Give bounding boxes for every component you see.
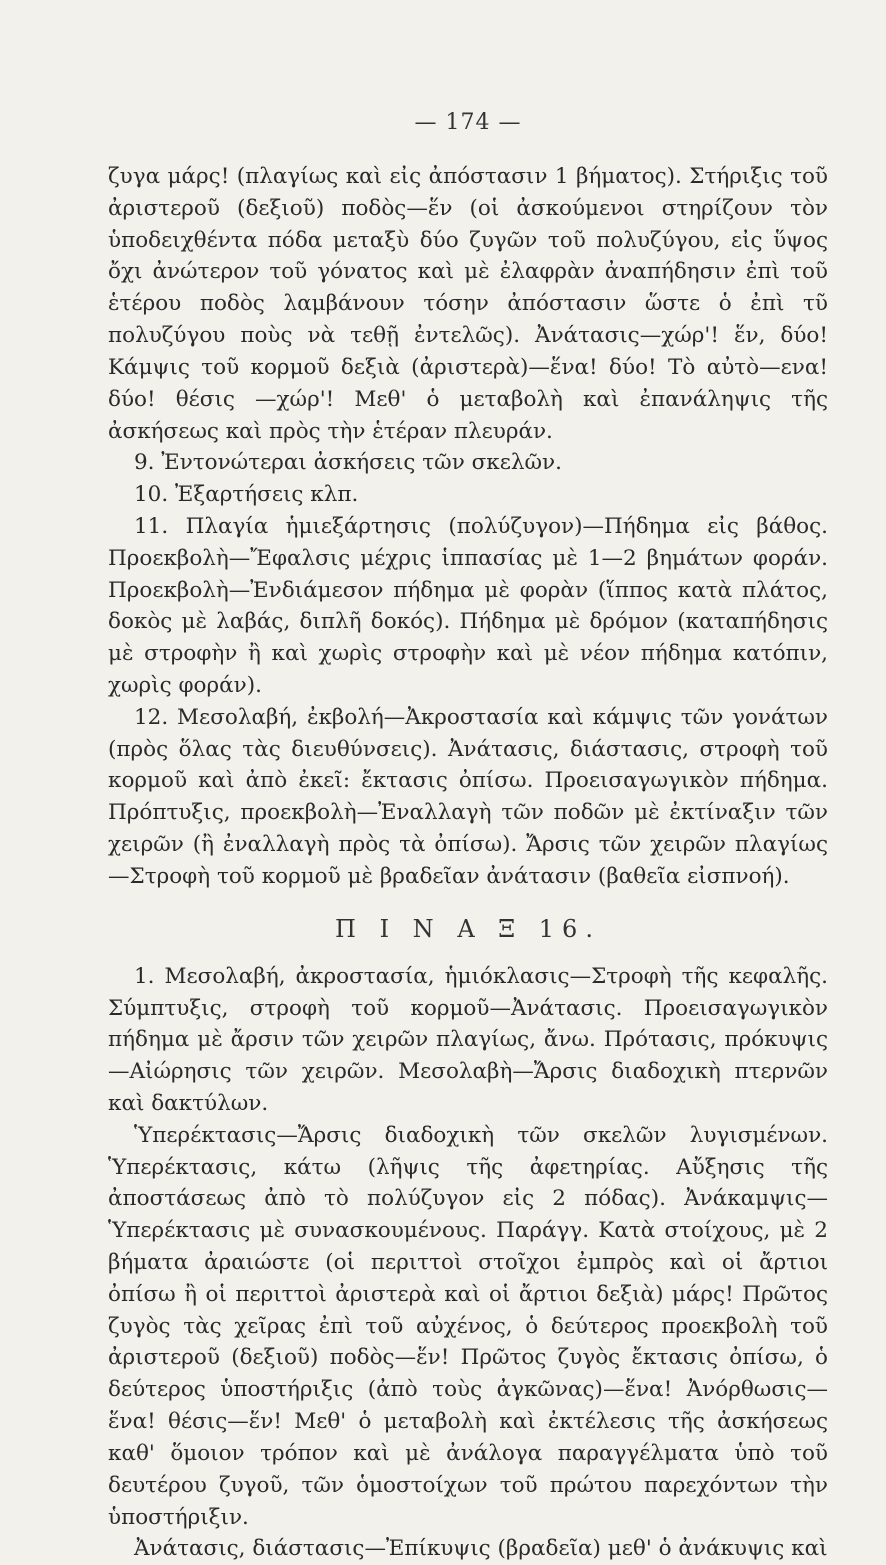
plate-title: Π Ι Ν Α Ξ 16. bbox=[335, 914, 601, 943]
text-block-top bbox=[108, 161, 828, 893]
paragraph: 12. Μεσολαβή, ἐκβολή—Ἀκροστασία καὶ κάμψις τῶν γονάτων (πρὸς ὅλας τὰς διευθύνσεις). Ἀνάτασις, διάστασις, στροφὴ τοῦ κορμοῦ καὶ ἀπὸ ἐκεῖ: ἔκτασις ὀπίσω. Προεισαγωγικὸν πήδημα. Πρόπτυξις, προεκβολὴ—Ἐναλλαγὴ τῶν ποδῶν μὲ ἐκτίναξιν τῶν χειρῶν (ἢ ἐναλλαγὴ πρὸς τὰ ὀπίσω). Ἄρσις τῶν χειρῶν πλαγίως—Στροφὴ τοῦ κορμοῦ μὲ βραδεῖαν ἀνάτασιν (βαθεῖα εἰσπνοή). bbox=[108, 704, 828, 889]
paragraph: Ὑπερέκτασις—Ἄρσις διαδοχικὴ τῶν σκελῶν λυγισμένων. Ὑπερέκτασις, κάτω (λῆψις τῆς ἀφετηρίας. Αὔξησις τῆς ἀποστάσεως ἀπὸ τὸ πολύζυγον εἰς 2 πόδας). Ἀνάκαμψις—Ὑπερέκτασις μὲ συνασκουμένους. Παράγγ. Κατὰ στοίχους, μὲ 2 βήματα ἀραιώστε (οἱ περιττοὶ στοῖχοι ἐμπρὸς καὶ οἱ ἄρτιοι ὀπίσω ἢ οἱ περιττοὶ ἀριστερὰ καὶ οἱ ἄρτιοι δεξιὰ) μάρς! Πρῶτος ζυγὸς τὰς χεῖρας ἐπὶ τοῦ αὐχένος, ὁ δεύτερος προεκβολὴ τοῦ ἀριστεροῦ (δεξιοῦ) ποδὸς—ἕν! Πρῶτος ζυγὸς ἔκτασις ὀπίσω, ὁ δεύτερος ὑποστήριξις (ἀπὸ τοὺς ἀγκῶνας)—ἕνα! Ἀνόρθωσις—ἕνα! θέσις—ἕν! Μεθ' ὁ μεταβολὴ καὶ ἐκτέλεσις τῆς ἀσκήσεως καθ' ὅμοιον τρόπον καὶ μὲ ἀνάλογα παραγγέλματα ὑπὸ τοῦ δευτέρου ζυγοῦ, τῶν ὁμοστοίχων τοῦ πρώτου παρεχόντων τὴν ὑποστήριξιν. bbox=[108, 1122, 828, 1530]
paragraph: 9. Ἐντονώτεραι ἀσκήσεις τῶν σκελῶν. bbox=[134, 450, 562, 476]
paragraph: ζυγα μάρς! (πλαγίως καὶ εἰς ἀπόστασιν 1 βήματος). Στήριξις τοῦ ἀριστεροῦ (δεξιοῦ) ποδὸς—ἕν (οἱ ἀσκούμενοι στηρίζουν τὸν ὑποδειχθέντα πόδα μεταξὺ δύο ζυγῶν τοῦ πολυζύγου, εἰς ὕψος ὄχι ἀνώτερον τοῦ γόνατος καὶ μὲ ἐλαφρὰν ἀναπήδησιν ἐπὶ τοῦ ἑτέρου ποδὸς λαμβάνουν τόσην ἀπόστασιν ὥστε ὁ ἐπὶ τῦ πολυζύγου ποὺς νὰ τεθῇ ἐντελῶς). Ἀνάτασις—χώρ'! ἕν, δύο! Κάμψις τοῦ κορμοῦ δεξιὰ (ἀριστερὰ)—ἕνα! δύο! Τὸ αὐτὸ—ενα! δύο! θέσις —χώρ'! Μεθ' ὁ μεταβολὴ καὶ ἐπανάληψις τῆς ἀσκήσεως καὶ πρὸς τὴν ἑτέραν πλευράν. bbox=[108, 164, 828, 444]
paragraph: 10. Ἐξαρτήσεις κλπ. bbox=[134, 482, 359, 508]
text-block-bottom bbox=[108, 961, 828, 1565]
paragraph: 11. Πλαγία ἡμιεξάρτησις (πολύζυγον)—Πήδημα εἰς βάθος. Προεκβολὴ—Ἔφαλσις μέχρις ἱππασίας μὲ 1—2 βημάτων φοράν. Προεκβολὴ—Ἐνδιάμεσον πήδημα μὲ φορὰν (ἵππος κατὰ πλάτος, δοκὸς μὲ λαβάς, διπλῆ δοκός). Πήδημα μὲ δρόμον (καταπήδησις μὲ στροφὴν ἢ καὶ χωρὶς στροφὴν καὶ μὲ νέον πήδημα κατόπιν, χωρὶς φοράν). bbox=[108, 513, 828, 698]
page-number: — 174 — bbox=[414, 110, 522, 135]
book-page bbox=[108, 110, 828, 1562]
paragraph: Ἀνάτασις, διάστασις—Ἐπίκυψις (βραδεῖα) μεθ' ὁ ἀνάκυψις καὶ bbox=[134, 1536, 828, 1562]
paragraph: 1. Μεσολαβή, ἀκροστασία, ἡμιόκλασις—Στροφὴ τῆς κεφαλῆς. Σύμπτυξις, στροφὴ τοῦ κορμοῦ—Ἀνάτασις. Προεισαγωγικὸν πήδημα μὲ ἄρσιν τῶν χειρῶν πλαγίως, ἄνω. Πρότασις, πρόκυψις—Αἰώρησις τῶν χειρῶν. Μεσολαβὴ—Ἄρσις διαδοχικὴ πτερνῶν καὶ δακτύλων. bbox=[108, 963, 828, 1116]
